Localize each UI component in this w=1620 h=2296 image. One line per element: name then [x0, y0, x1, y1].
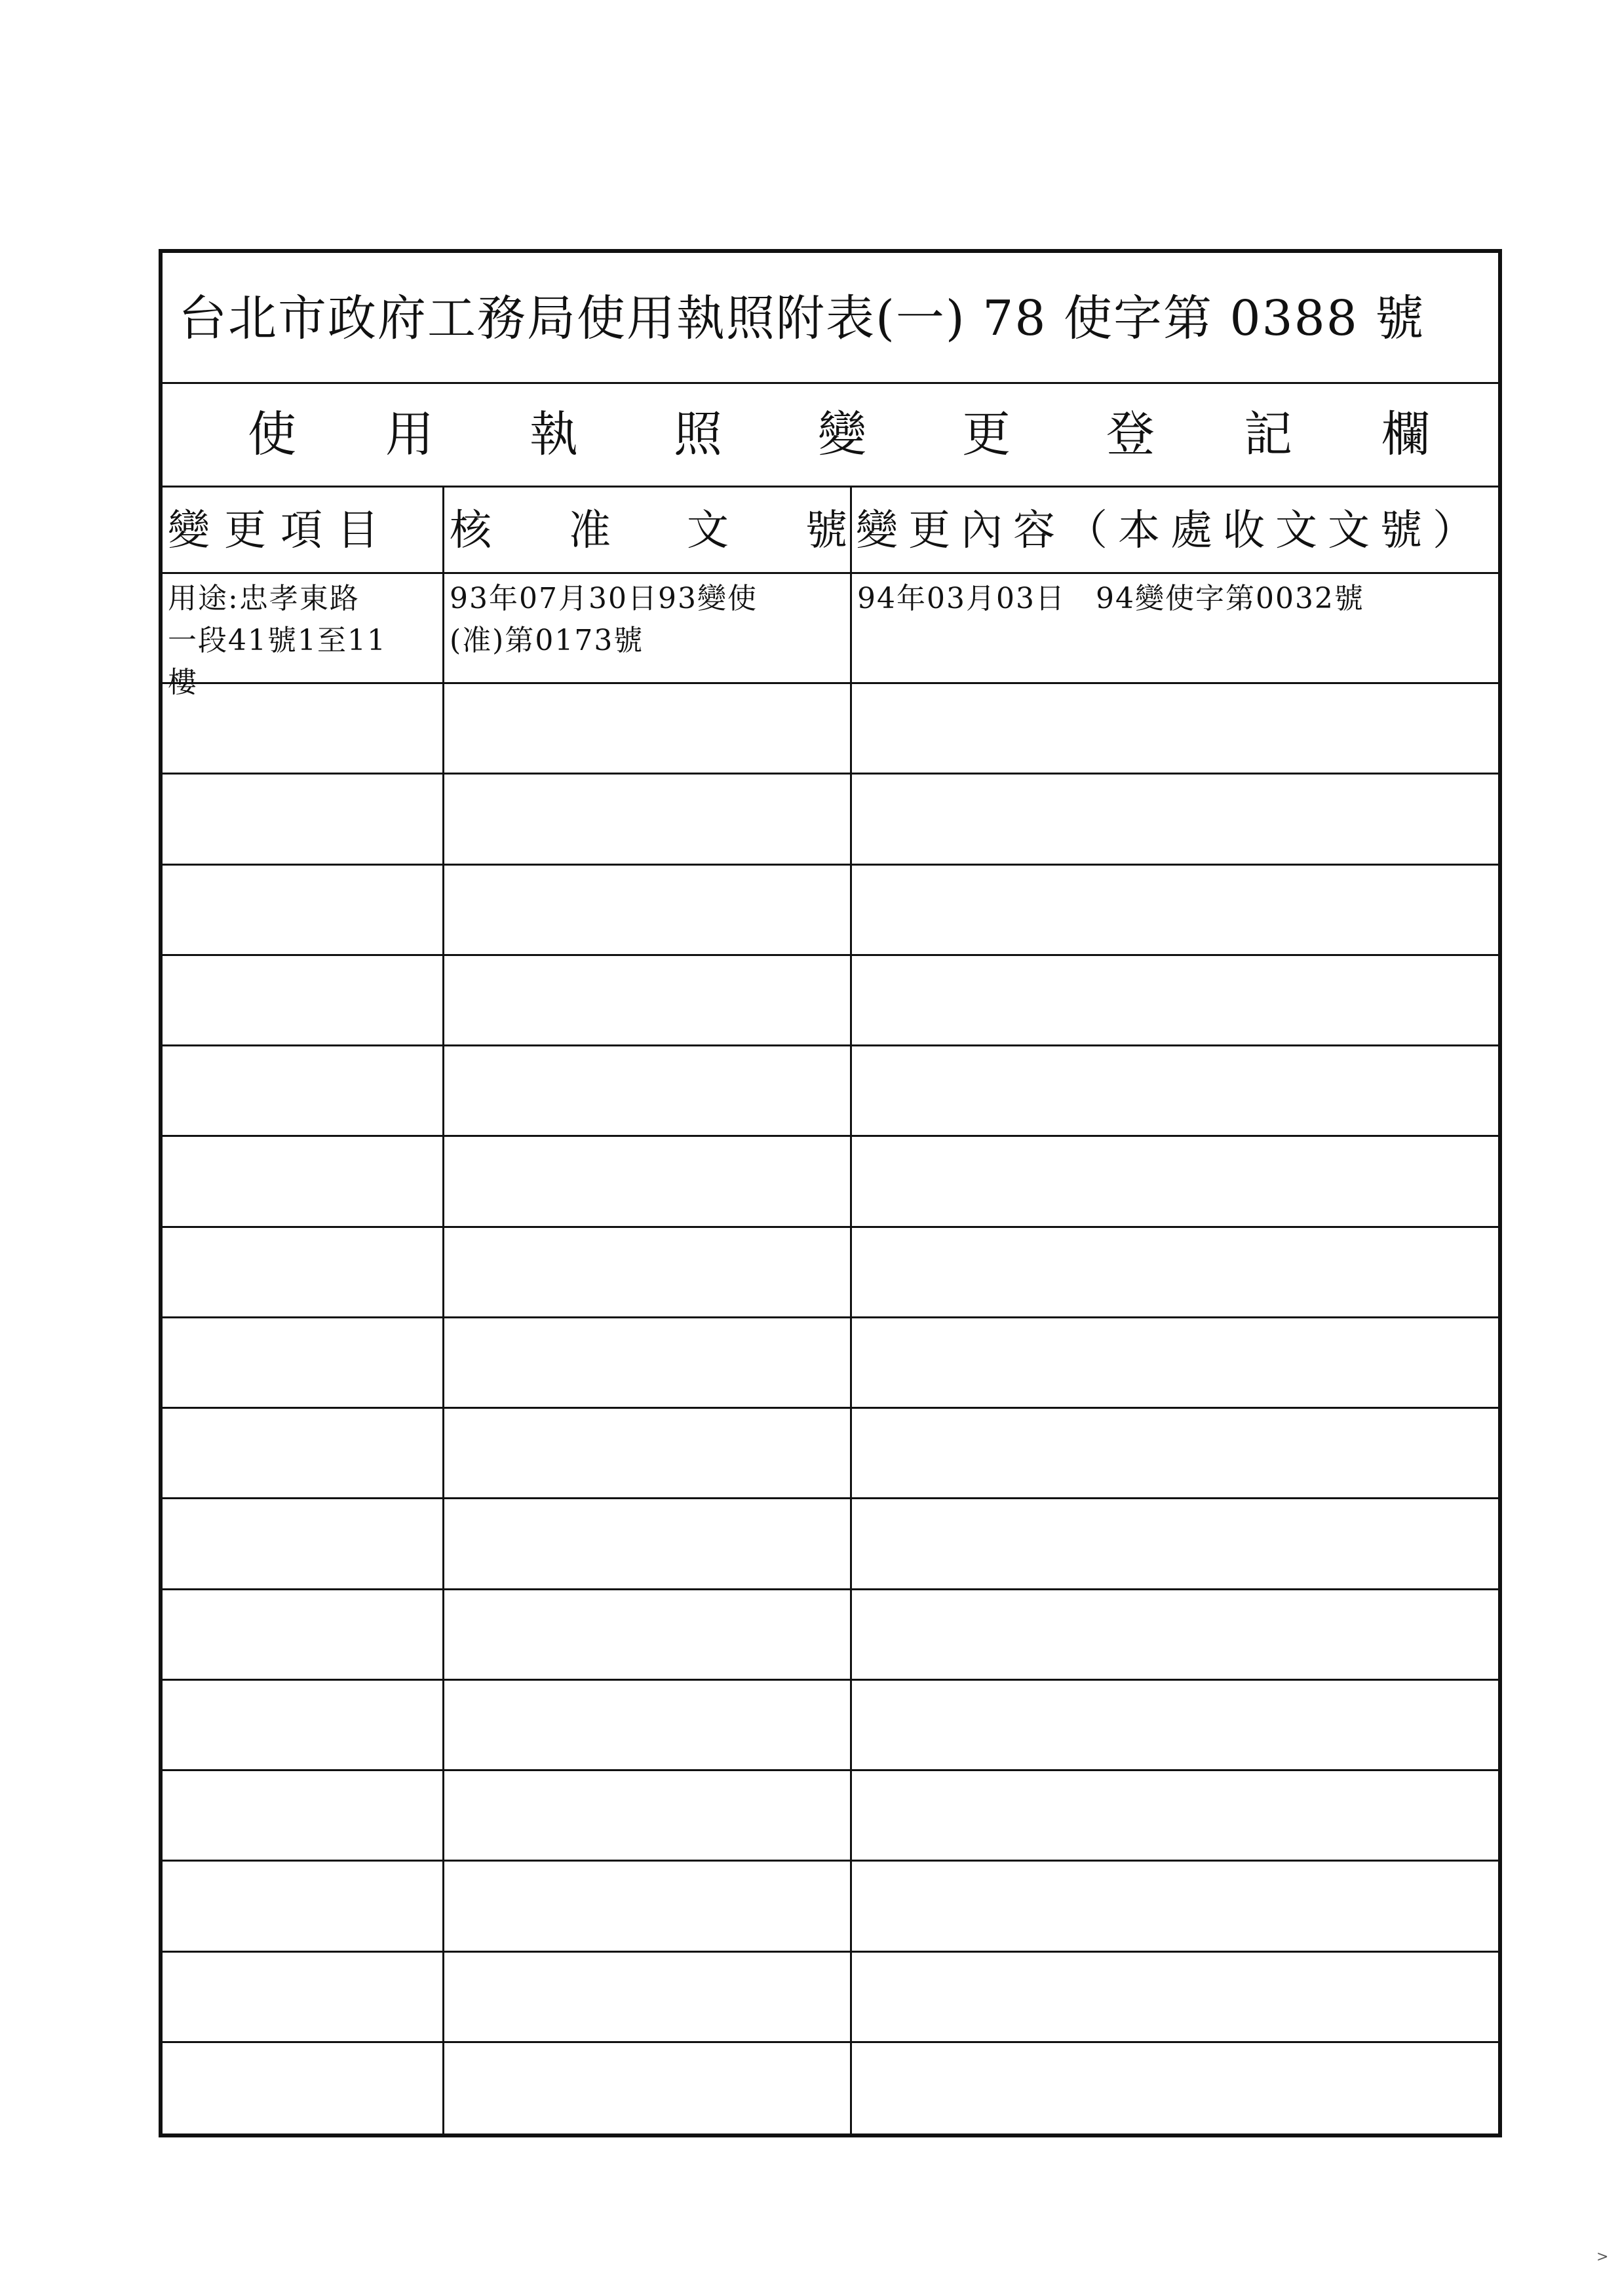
empty-item-cell [163, 1953, 444, 2041]
column-header-char: 號 [805, 507, 847, 555]
section-heading-char: 更 [962, 406, 1011, 463]
empty-approval-no-cell [444, 866, 852, 954]
table-row-empty [163, 684, 1498, 775]
empty-item-cell [163, 1862, 444, 1950]
empty-approval-no-cell [444, 1409, 852, 1497]
section-heading-char: 執 [530, 406, 578, 463]
table-row-empty [163, 1499, 1498, 1590]
column-header-char: 核 [450, 507, 492, 555]
empty-content-cell [852, 1590, 1498, 1679]
section-heading-char: 登 [1106, 406, 1155, 463]
empty-content-cell [852, 1137, 1498, 1225]
empty-item-cell [163, 684, 444, 773]
empty-approval-no-cell [444, 1046, 852, 1135]
table-row-empty [163, 1046, 1498, 1137]
table-row-empty [163, 1862, 1498, 1952]
table-row-empty [163, 1318, 1498, 1409]
empty-item-cell [163, 1499, 444, 1588]
table-row-empty [163, 1409, 1498, 1499]
table-row [163, 574, 1498, 699]
empty-content-cell [852, 1681, 1498, 1769]
table-row-empty [163, 956, 1498, 1046]
column-header-char: 文 [687, 507, 729, 555]
record-item-cell: 用途:忠孝東路 一段41號1至11 樓 [163, 574, 444, 682]
table-row-empty [163, 1771, 1498, 1862]
empty-content-cell [852, 1046, 1498, 1135]
empty-approval-no-cell [444, 956, 852, 1044]
empty-approval-no-cell [444, 684, 852, 773]
section-heading-char: 記 [1244, 406, 1292, 463]
section-heading-char: 使 [248, 406, 296, 463]
column-header-content: 變更內容（本處收文文號） [856, 507, 1485, 555]
scan-edge-mark: > [1596, 2249, 1609, 2265]
table-row-empty [163, 1228, 1498, 1318]
empty-content-cell [852, 1953, 1498, 2041]
column-header-item: 變更項目 [163, 488, 444, 572]
record-content-cell: 94年03月03日 94變使字第0032號 [857, 582, 1364, 615]
empty-content-cell [852, 775, 1498, 863]
table-row-empty [163, 1137, 1498, 1227]
section-heading-char: 照 [674, 406, 722, 463]
empty-approval-no-cell [444, 1137, 852, 1225]
empty-content-cell [852, 956, 1498, 1044]
empty-approval-no-cell [444, 1318, 852, 1407]
empty-content-cell [852, 1499, 1498, 1588]
empty-item-cell [163, 1681, 444, 1769]
table-row-empty [163, 866, 1498, 956]
empty-content-cell [852, 2043, 1498, 2133]
empty-approval-no-cell [444, 1862, 852, 1950]
empty-approval-no-cell [444, 1953, 852, 2041]
empty-item-cell [163, 1590, 444, 1679]
table-row-empty [163, 1681, 1498, 1771]
section-heading [163, 384, 1498, 488]
empty-approval-no-cell [444, 2043, 852, 2133]
empty-approval-no-cell [444, 1681, 852, 1769]
table-row-empty [163, 775, 1498, 865]
table-row-empty [163, 2043, 1498, 2133]
empty-item-cell [163, 2043, 444, 2133]
table-row-empty [163, 1590, 1498, 1681]
section-heading-char: 欄 [1381, 406, 1430, 463]
empty-content-cell [852, 1771, 1498, 1860]
empty-item-cell [163, 1771, 444, 1860]
form-title: 台北市政府工務局使用執照附表(一) 78 使字第 0388 號 [163, 253, 1498, 384]
empty-approval-no-cell [444, 1590, 852, 1679]
empty-item-cell [163, 866, 444, 954]
empty-approval-no-cell [444, 1771, 852, 1860]
empty-content-cell [852, 1409, 1498, 1497]
empty-item-cell [163, 956, 444, 1044]
empty-content-cell [852, 1862, 1498, 1950]
license-change-form [159, 249, 1502, 2137]
empty-approval-no-cell [444, 1499, 852, 1588]
table-row-empty [163, 1953, 1498, 2043]
empty-item-cell [163, 1137, 444, 1225]
empty-content-cell [852, 1318, 1498, 1407]
empty-approval-no-cell [444, 1228, 852, 1316]
empty-item-cell [163, 1318, 444, 1407]
section-heading-char: 用 [385, 406, 434, 463]
column-header-approval-no [444, 488, 852, 572]
empty-approval-no-cell [444, 775, 852, 863]
empty-content-cell [852, 1228, 1498, 1316]
empty-item-cell [163, 775, 444, 863]
record-approval-no-cell: 93年07月30日93變使 (准)第0173號 [444, 574, 852, 682]
empty-item-cell [163, 1409, 444, 1497]
empty-content-cell [852, 684, 1498, 773]
column-header-char: 准 [569, 507, 611, 555]
table-header [163, 488, 1498, 574]
empty-item-cell [163, 1046, 444, 1135]
empty-content-cell [852, 866, 1498, 954]
empty-item-cell [163, 1228, 444, 1316]
section-heading-char: 變 [818, 406, 866, 463]
